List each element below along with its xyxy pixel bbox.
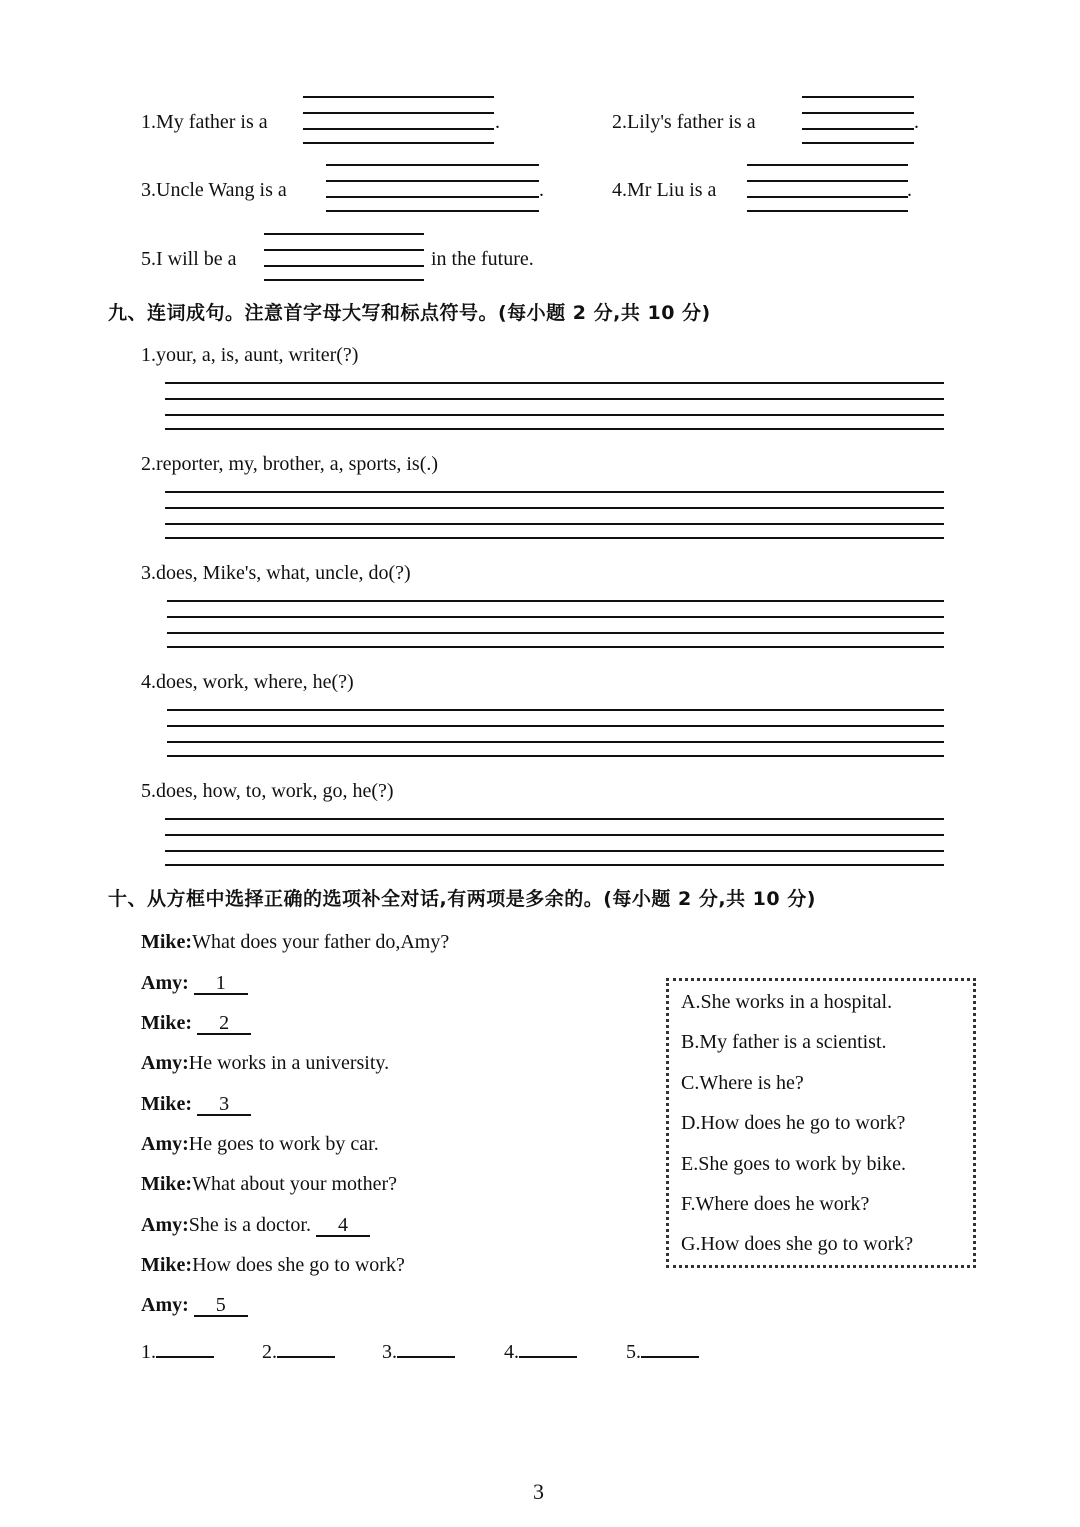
speaker: Mike: xyxy=(141,1173,193,1195)
section-9-item-4-writing-lines[interactable] xyxy=(167,709,944,757)
dialogue-blank-3[interactable]: 3 xyxy=(197,1094,251,1116)
answer-blank-5[interactable] xyxy=(641,1336,699,1358)
dialogue-line-8 xyxy=(141,1213,370,1237)
section-9-item-4: 4.does, work, where, he(?) xyxy=(141,671,354,693)
line-text: What does your father do,Amy? xyxy=(192,931,450,953)
section-9-item-1: 1.your, a, is, aunt, writer(?) xyxy=(141,344,359,366)
option-d: D.How does he go to work? xyxy=(681,1112,906,1134)
fill-in-1-writing-lines[interactable] xyxy=(303,96,494,144)
line-text: What about your mother? xyxy=(192,1173,398,1195)
section-9-item-2-writing-lines[interactable] xyxy=(165,491,944,539)
dialogue-blank-5[interactable]: 5 xyxy=(194,1295,248,1317)
page-number: 3 xyxy=(533,1479,544,1504)
section-10-heading: 十、从方框中选择正确的选项补全对话,有两项是多余的。(每小题 2 分,共 10 分) xyxy=(108,888,816,910)
section-9-item-3-writing-lines[interactable] xyxy=(167,600,944,648)
answer-blank-1[interactable] xyxy=(156,1336,214,1358)
fill-in-5-prefix: 5.I will be a xyxy=(141,248,237,270)
section-9-item-3: 3.does, Mike's, what, uncle, do(?) xyxy=(141,562,411,584)
line-text: He works in a university. xyxy=(188,1052,390,1074)
fill-in-1-prefix: 1.My father is a xyxy=(141,111,268,133)
section-9-heading: 九、连词成句。注意首字母大写和标点符号。(每小题 2 分,共 10 分) xyxy=(108,302,711,324)
dialogue-line-7 xyxy=(141,1172,397,1196)
answer-blank-2[interactable] xyxy=(277,1336,335,1358)
answer-label: 3. xyxy=(382,1341,397,1363)
option-b: B.My father is a scientist. xyxy=(681,1031,887,1053)
speaker: Mike: xyxy=(141,931,193,953)
speaker: Amy: xyxy=(141,1294,189,1316)
section-9-item-1-writing-lines[interactable] xyxy=(165,382,944,430)
answer-blank-4[interactable] xyxy=(519,1336,577,1358)
fill-in-3-prefix: 3.Uncle Wang is a xyxy=(141,179,287,201)
options-box xyxy=(666,978,976,1268)
fill-in-1-suffix: . xyxy=(495,111,500,133)
speaker: Amy: xyxy=(141,1133,189,1155)
answer-label: 1. xyxy=(141,1341,156,1363)
dialogue-line-2 xyxy=(141,971,248,995)
dialogue-line-1 xyxy=(141,930,449,954)
answer-2 xyxy=(262,1336,335,1364)
fill-in-2-suffix: . xyxy=(914,111,919,133)
fill-in-4-suffix: . xyxy=(907,179,912,201)
fill-in-3-writing-lines[interactable] xyxy=(326,164,539,212)
speaker: Mike: xyxy=(141,1093,193,1115)
dialogue-blank-1[interactable]: 1 xyxy=(194,973,248,995)
answer-label: 4. xyxy=(504,1341,519,1363)
dialogue-blank-2[interactable]: 2 xyxy=(197,1013,251,1035)
option-e: E.She goes to work by bike. xyxy=(681,1153,906,1175)
speaker: Mike: xyxy=(141,1012,193,1034)
dialogue-line-5 xyxy=(141,1092,251,1116)
section-9-item-2: 2.reporter, my, brother, a, sports, is(.) xyxy=(141,453,439,475)
line-text: He goes to work by car. xyxy=(188,1133,379,1155)
answer-5 xyxy=(626,1336,699,1364)
answer-label: 5. xyxy=(626,1341,641,1363)
section-9-item-5-writing-lines[interactable] xyxy=(165,818,944,866)
fill-in-5-writing-lines[interactable] xyxy=(264,233,424,281)
dialogue-line-3 xyxy=(141,1011,251,1035)
dialogue-blank-4[interactable]: 4 xyxy=(316,1215,370,1237)
fill-in-5-suffix: in the future. xyxy=(431,248,534,270)
option-g: G.How does she go to work? xyxy=(681,1233,914,1255)
dialogue-line-4 xyxy=(141,1051,389,1075)
speaker: Mike: xyxy=(141,1254,193,1276)
line-text: She is a doctor. xyxy=(188,1214,311,1236)
option-f: F.Where does he work? xyxy=(681,1193,870,1215)
dialogue-line-9 xyxy=(141,1253,405,1277)
fill-in-4-prefix: 4.Mr Liu is a xyxy=(612,179,717,201)
speaker: Amy: xyxy=(141,1214,189,1236)
fill-in-2-writing-lines[interactable] xyxy=(802,96,914,144)
answer-3 xyxy=(382,1336,455,1364)
answer-1 xyxy=(141,1336,214,1364)
section-9-item-5: 5.does, how, to, work, go, he(?) xyxy=(141,780,394,802)
dialogue-line-6 xyxy=(141,1132,379,1156)
answer-blank-3[interactable] xyxy=(397,1336,455,1358)
answer-label: 2. xyxy=(262,1341,277,1363)
fill-in-3-suffix: . xyxy=(539,179,544,201)
fill-in-2-prefix: 2.Lily's father is a xyxy=(612,111,756,133)
option-a: A.She works in a hospital. xyxy=(681,991,893,1013)
option-c: C.Where is he? xyxy=(681,1072,804,1094)
line-text: How does she go to work? xyxy=(192,1254,405,1276)
answer-4 xyxy=(504,1336,577,1364)
dialogue-line-10 xyxy=(141,1293,248,1317)
fill-in-4-writing-lines[interactable] xyxy=(747,164,908,212)
speaker: Amy: xyxy=(141,1052,189,1074)
speaker: Amy: xyxy=(141,972,189,994)
